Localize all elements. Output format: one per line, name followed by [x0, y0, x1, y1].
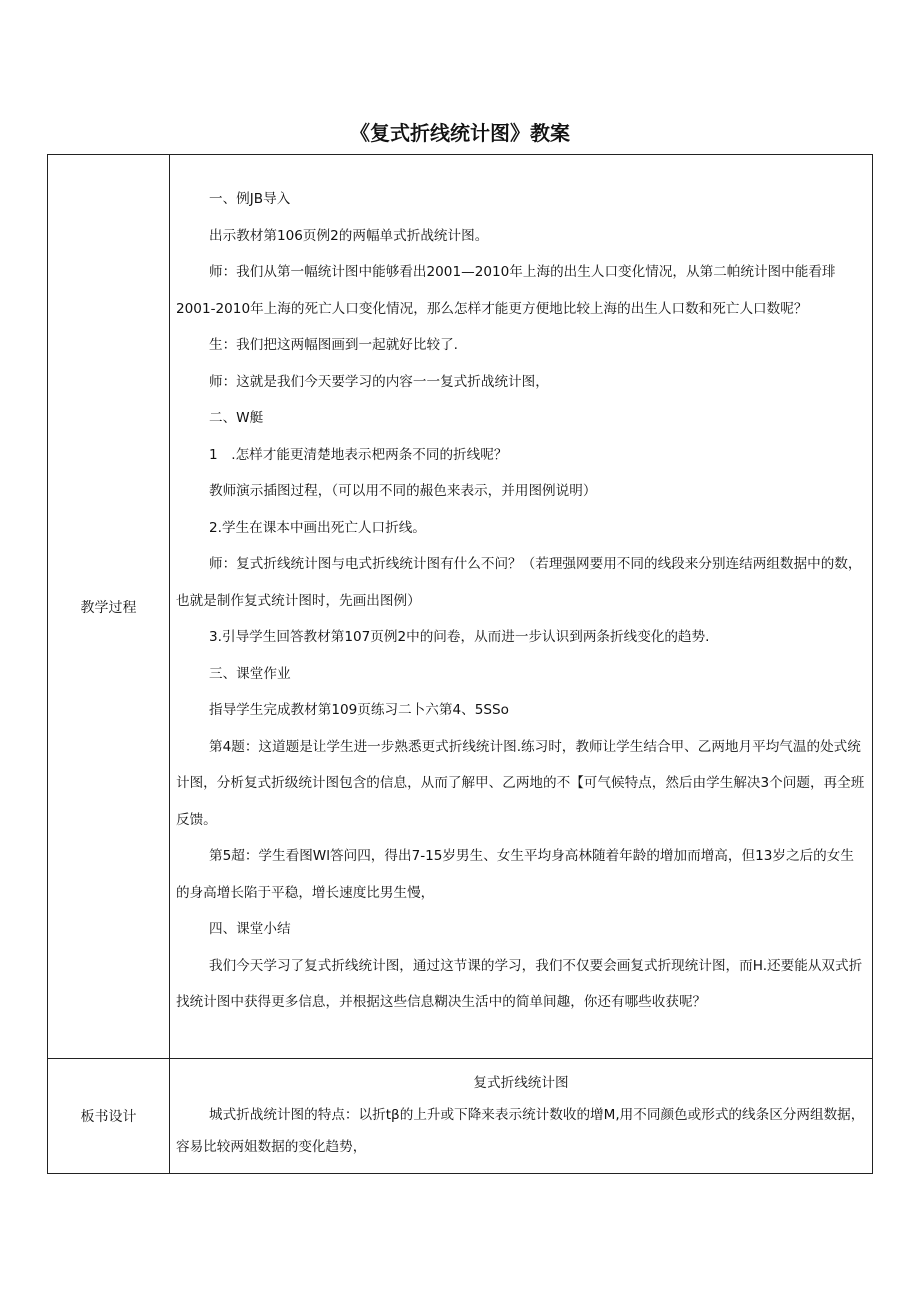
- teaching-process-content: [170, 155, 873, 1059]
- process-paragraph: 生：我们把这两幅图画到一起就好比较了.: [209, 337, 459, 353]
- board-heading: 复式折线统计图: [473, 1075, 569, 1091]
- process-paragraph: 出示教材第106页例2的两幅单式折战统计图。: [209, 227, 489, 244]
- teaching-process-row: [48, 155, 873, 1059]
- document-title: 《复式折线统计图》教案: [350, 121, 570, 145]
- process-paragraph: 师：复式折线统计图与电式折线统计图有什么不问？（若理强网要用不同的线段来分别连结两组数据中的数，也就是制作复式统计图时，先画出图例）: [176, 556, 862, 609]
- process-paragraph: 第5超：学生看图Wl答问四，得出7-15岁男生、女生平均身高林随着年龄的增加而增高，但13岁之后的女生的身高增长陷于平稳，增长速度比男生慢，: [176, 848, 854, 901]
- process-paragraph: 第4题：这道题是让学生进一步熟悉更式折线统计图.练习时，教师让学生结合甲、乙两地月平均气温的处式统计图，分析复式折级统计图包含的信息，从而了解甲、乙两地的不【可气候特点，然后由学生解决3个问题，再全班反馈。: [176, 738, 865, 828]
- process-paragraph: 一、例JB导入: [209, 191, 291, 207]
- board-text: 城式折战统计图的特点：以折tβ的上升或下降来表示统计数收的增M,用不同颜色或形式的线条区分两组数据，容易比较两姐数据的变化趋势，: [176, 1107, 865, 1155]
- board-design-content: [170, 1059, 873, 1174]
- process-paragraph: 四、课堂小结: [209, 921, 291, 937]
- process-paragraph: 二、W艇: [209, 410, 264, 426]
- process-paragraph: 我们今天学习了复式折线统计图，通过这节课的学习，我们不仅要会画复式折现统计图，而H.还要能从双式折找统计图中获得更多信息，并根据这些信息糊决生活中的简单间趣，你还有哪些收获呢？: [176, 957, 863, 1010]
- teaching-process-label: 教学过程: [48, 155, 170, 1059]
- process-paragraph: 三、课堂作业: [209, 665, 291, 682]
- process-paragraph: 1 .怎样才能更清楚地表示杷两条不同的折线呢？: [209, 446, 508, 463]
- board-design-label: 板书设计: [48, 1059, 170, 1174]
- process-paragraph: 指导学生完成教材第109页练习二卜六第4、5SSo: [209, 702, 509, 718]
- process-paragraph: 3.引导学生回答教材第107页例2中的问卷，从而进一步认识到两条折线变化的趋势.: [209, 629, 710, 645]
- process-paragraph: 师：这就是我们今天要学习的内容一一复式折战统计图，: [209, 373, 549, 390]
- process-paragraph: 2.学生在课本中画出死亡人口折线。: [209, 519, 426, 536]
- lesson-plan-table: [47, 154, 873, 1174]
- process-paragraph: 师：我们从第一幅统计图中能够看出2001—2010年上海的出生人口变化情况，从第二帕统计图中能看琲2001-2010年上海的死亡人口变化情况，那么怎样才能更方便地比较上海的出生人口数和死亡人口数呢？: [176, 264, 836, 317]
- process-paragraph: 教师演示插图过程，（可以用不同的赧色来表示，并用图例说明）: [209, 483, 597, 499]
- board-design-row: [48, 1059, 873, 1174]
